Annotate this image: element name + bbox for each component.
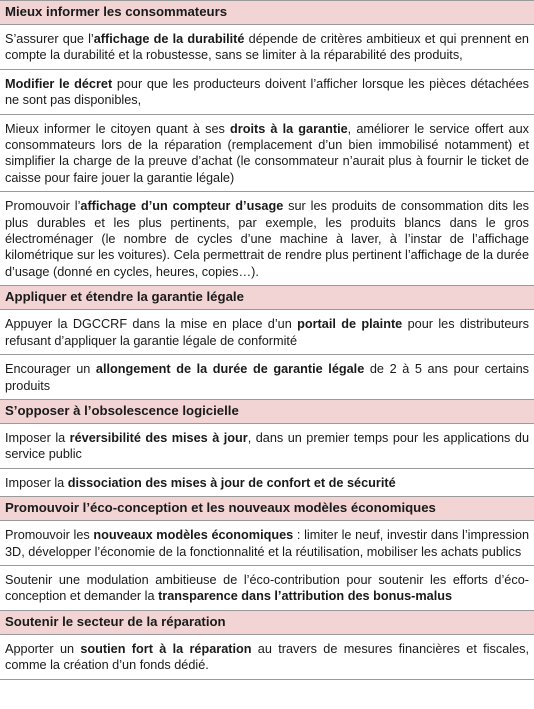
- measure-text: dépende de critères ambitieux et qui prennent en compte la durabilité et la robustesse, sans se limiter à la réparabilité des produits,: [5, 32, 529, 63]
- section-header: Mieux informer les consommateurs: [0, 1, 534, 25]
- measure-text: pour les distributeurs refusant d’appliquer la garantie légale de conformité: [5, 317, 529, 348]
- measure-text: Promouvoir les: [5, 528, 94, 543]
- measure-text: au travers de mesures financières et fiscales, comme la création d’un fonds dédié.: [5, 641, 530, 673]
- measure-key-phrase: affichage d’un compteur d’usage: [80, 199, 284, 214]
- section-header: S’opposer à l’obsolescence logicielle: [0, 400, 534, 424]
- measure-key-phrase: portail de plainte: [297, 317, 403, 332]
- measure-text: , améliorer le service offert aux consommateurs lors de la réparation (remplacement d’un bien immobilisé notamment) et simplifier la charge de la preuve d’achat (le consommateur n’aurait plus à fournir le ticket de caisse pour faire jouer la garantie légale): [5, 121, 529, 185]
- measure-key-phrase: transparence dans l’attribution des bonus-malus: [158, 589, 453, 604]
- measure-item: [0, 310, 534, 355]
- measure-text: : limiter le neuf, investir dans l’impression 3D, développer l’économie de la fonctionnalité et la réutilisation, mobiliser les achats publics: [5, 528, 530, 559]
- measure-item: [0, 424, 534, 469]
- measure-text: Appuyer la DGCCRF dans la mise en place d’un: [5, 317, 298, 332]
- measure-item: [0, 115, 534, 193]
- measure-key-phrase: affichage de la durabilité: [93, 32, 245, 46]
- measure-text: , dans un premier temps pour les applications du service public: [5, 430, 530, 462]
- measure-text: Soutenir une modulation ambitieuse de l’éco-contribution pour soutenir les efforts d’éco-conception et demander la: [5, 572, 529, 604]
- measure-key-phrase: allongement de la durée de garantie légale: [95, 362, 365, 377]
- measure-item: [0, 355, 534, 400]
- measure-key-phrase: soutien fort à la réparation: [80, 641, 252, 656]
- measure-text: Promouvoir l’: [5, 199, 81, 214]
- measure-item: [0, 70, 534, 115]
- measure-text: Imposer la: [5, 430, 70, 445]
- measure-key-phrase: réversibilité des mises à jour: [69, 430, 248, 445]
- measure-item: [0, 25, 534, 70]
- measure-key-phrase: nouveaux modèles économiques: [93, 528, 294, 543]
- measure-text: Encourager un: [5, 362, 96, 377]
- measure-text: S’assurer que l’: [5, 32, 94, 46]
- section-header: Appliquer et étendre la garantie légale: [0, 286, 534, 310]
- measure-item: [0, 469, 534, 497]
- section-header: Promouvoir l’éco-conception et les nouveaux modèles économiques: [0, 497, 534, 521]
- measure-text: pour que les producteurs doivent l’afficher lorsque les pièces détachées ne sont pas disponibles,: [5, 76, 529, 108]
- measure-item: [0, 521, 534, 566]
- measure-key-phrase: dissociation des mises à jour de confort et de sécurité: [67, 475, 396, 490]
- section-header: Soutenir le secteur de la réparation: [0, 611, 534, 635]
- measure-item: [0, 635, 534, 680]
- measure-key-phrase: Modifier le décret: [5, 76, 113, 91]
- measure-text: Imposer la: [5, 475, 68, 490]
- measure-item: [0, 192, 534, 286]
- measure-item: [0, 566, 534, 611]
- measure-key-phrase: droits à la garantie: [230, 121, 348, 136]
- measure-text: Apporter un: [5, 641, 81, 656]
- measure-text: de 2 à 5 ans pour certains produits: [5, 362, 530, 393]
- measure-text: sur les produits de consommation dits les plus durables et les plus pertinents, par exemple, les produits blancs dans le gros électroménager (le nombre de cycles d’une machine à laver, à l’instar de l’affichage kilométrique sur les voitures). Cela permettrait de rendre plus pertinent l’affichage de la durée d’usage (donné en cycles, heures, copies…).: [5, 199, 529, 279]
- measure-text: Mieux informer le citoyen quant à ses: [5, 121, 230, 136]
